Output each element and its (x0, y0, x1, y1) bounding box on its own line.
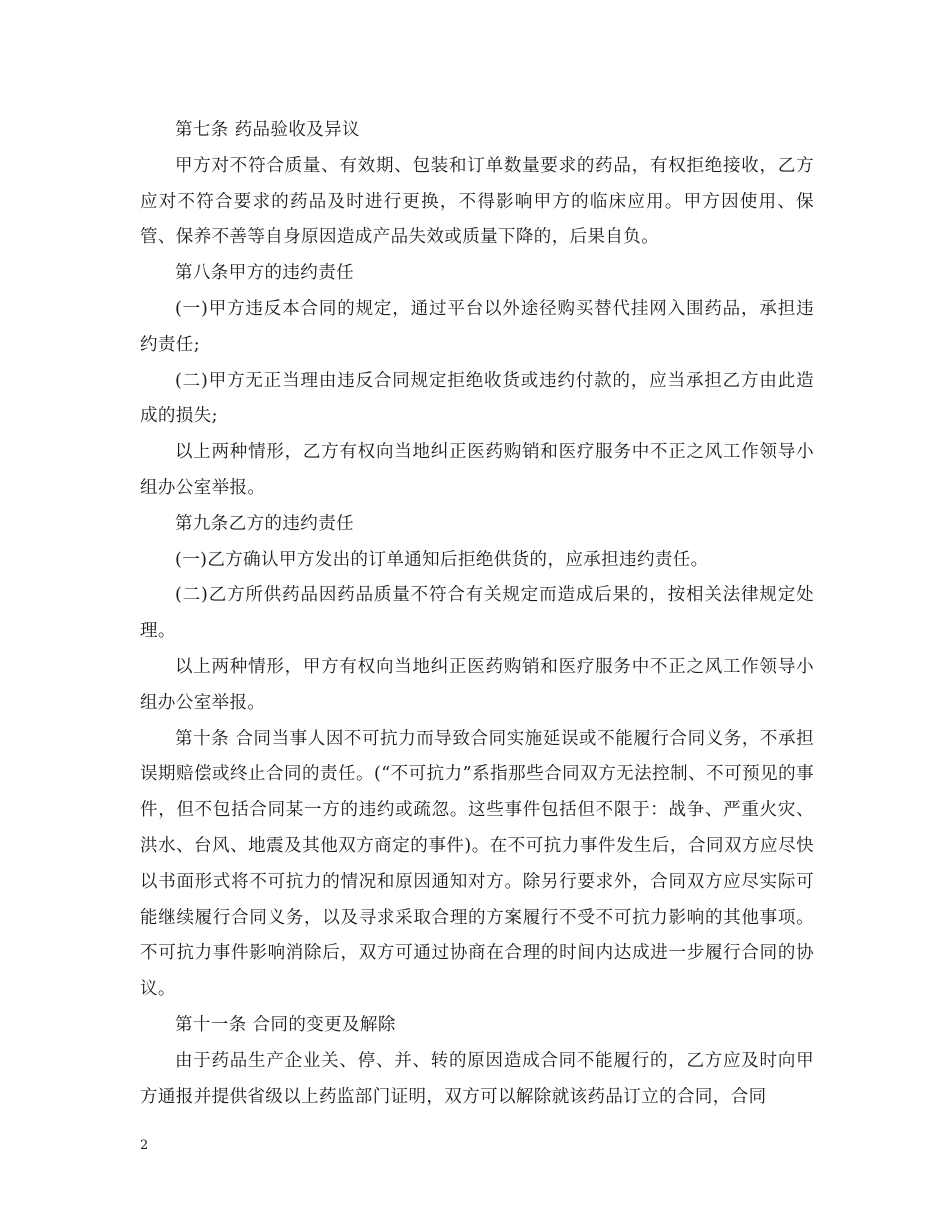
article-9-clause-2: (二)乙方所供药品因药品质量不符合有关规定而造成后果的，按相关法律规定处理。 (140, 585, 814, 642)
article-8-clause-1: (一)甲方违反本合同的规定，通过平台以外途径购买替代挂网入围药品，承担违约责任; (140, 298, 814, 355)
article-11-body: 由于药品生产企业关、停、并、转的原因造成合同不能履行的，乙方应及时向甲方通报并提供省级以上药监部门证明，双方可以解除就该药品订立的合同，合同 (140, 1050, 814, 1107)
article-10-body: 第十条 合同当事人因不可抗力而导致合同实施延误或不能履行合同义务，不承担误期赔偿或终止合同的责任。(“不可抗力”系指那些合同双方无法控制、不可预见的事件，但不包括合同某一方的违约或疏忽。这些事件包括但不限于：战争、严重火灾、洪水、台风、地震及其他双方商定的事件)。在不可抗力事件发生后，合同双方应尽快以书面形式将不可抗力的情况和原因通知对方。除另行要求外，合同双方应尽实际可能继续履行合同义务，以及寻求采取合理的方案履行不受不可抗力影响的其他事项。不可抗力事件影响消除后，双方可通过协商在合理的时间内达成进一步履行合同的协议。 (140, 728, 814, 1000)
article-11-heading: 第十一条 合同的变更及解除 (175, 1014, 396, 1035)
article-8-note: 以上两种情形，乙方有权向当地纠正医药购销和医疗服务中不正之风工作领导小组办公室举报。 (140, 442, 814, 498)
article-7-heading: 第七条 药品验收及异议 (175, 120, 360, 140)
article-9-note: 以上两种情形，甲方有权向当地纠正医药购销和医疗服务中不正之风工作领导小组办公室举报。 (140, 656, 814, 713)
document-body (140, 113, 814, 1115)
article-9-clause-1: (一)乙方确认甲方发出的订单通知后拒绝供货的，应承担违约责任。 (175, 549, 709, 570)
page-number: 2 (140, 1138, 149, 1153)
article-9-heading: 第九条乙方的违约责任 (175, 513, 354, 534)
article-8-heading: 第八条甲方的违约责任 (175, 263, 354, 284)
article-7-body: 甲方对不符合质量、有效期、包装和订单数量要求的药品，有权拒绝接收，乙方应对不符合要求的药品及时进行更换，不得影响甲方的临床应用。甲方因使用、保管、保养不善等自身原因造成产品失效或质量下降的，后果自负。 (140, 155, 814, 248)
article-8-clause-2: (二)甲方无正当理由违反合同规定拒绝收货或违约付款的，应当承担乙方由此造成的损失; (140, 370, 814, 427)
